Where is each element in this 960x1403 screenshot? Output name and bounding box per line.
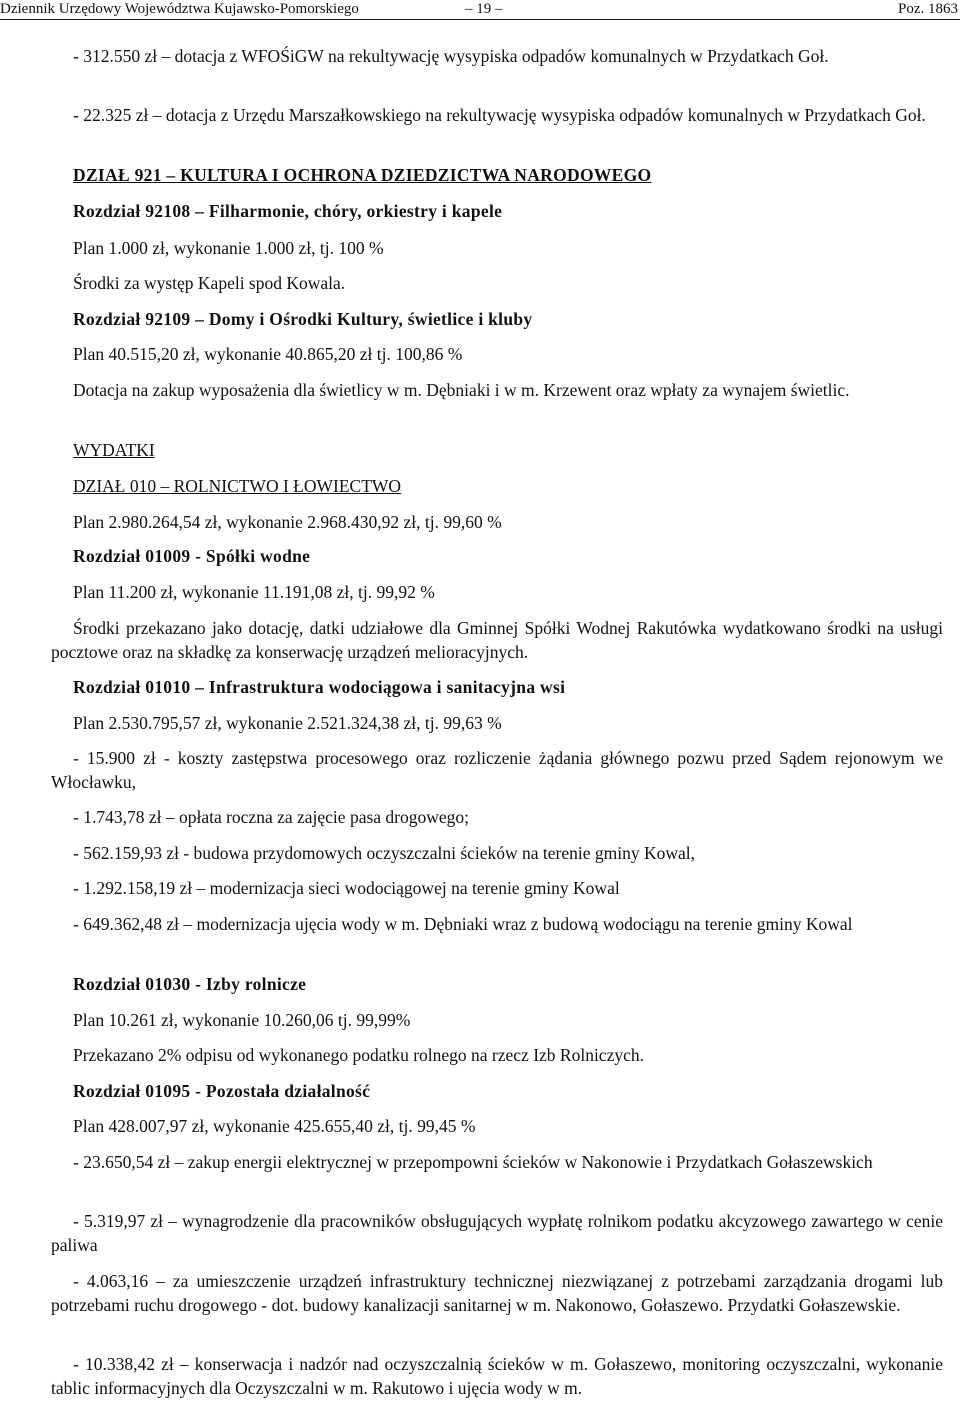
item-ujecie-wody: - 649.362,48 zł – modernizacja ujęcia wody w m. Dębniaki wraz z budową wodociągu na terenie gminy Kowal bbox=[73, 914, 853, 934]
item-energia-elektryczna: - 23.650,54 zł – zakup energii elektrycznej w przepompowni ścieków w Nakonowie i Przydatkach Gołaszewskich bbox=[73, 1152, 873, 1172]
item-wynagrodzenie: - 5.319,97 zł – wynagrodzenie dla pracowników obsługujących wypłatę rolnikom podatku akcyzowego zawartego w cenie paliwa bbox=[51, 1211, 943, 1255]
paragraph-spolka-wodna: Środki przekazano jako dotację, datki udziałowe dla Gminnej Spółki Wodnej Rakutówka wydatkowano środki na usługi pocztowe oraz na składkę za konserwację urządzeń melioracyjnych. bbox=[51, 618, 943, 662]
chapter-heading-01009: Rozdział 01009 - Spółki wodne bbox=[73, 546, 311, 566]
plan-line-92109: Plan 40.515,20 zł, wykonanie 40.865,20 zł tj. 100,86 % bbox=[73, 344, 463, 364]
paragraph-dotacja-wfosigw: - 312.550 zł – dotacja z WFOŚiGW na rekultywację wysypiska odpadów komunalnych w Przydatkach Goł. bbox=[73, 46, 829, 66]
chapter-heading-92109: Rozdział 92109 – Domy i Ośrodki Kultury, świetlice i kluby bbox=[73, 309, 533, 329]
position-number: Poz. 1863 bbox=[898, 1, 958, 17]
paragraph-swietlice: Dotacja na zakup wyposażenia dla świetlicy w m. Dębniaki i w m. Krzewent oraz wpłaty za wynajem świetlic. bbox=[73, 380, 850, 400]
plan-line-01010: Plan 2.530.795,57 zł, wykonanie 2.521.324,38 zł, tj. 99,63 % bbox=[73, 713, 502, 733]
header-rule bbox=[0, 19, 960, 20]
plan-line-92108: Plan 1.000 zł, wykonanie 1.000 zł, tj. 100 % bbox=[73, 238, 384, 258]
page-number: – 19 – bbox=[465, 1, 503, 17]
page-header bbox=[0, 0, 960, 22]
plan-line-01030: Plan 10.261 zł, wykonanie 10.260,06 tj. 99,99% bbox=[73, 1010, 411, 1030]
paragraph-izby-rolnicze: Przekazano 2% odpisu od wykonanego podatku rolnego na rzecz Izb Rolniczych. bbox=[73, 1045, 644, 1065]
item-konserwacja-oczyszczalni: - 10.338,42 zł – konserwacja i nadzór nad oczyszczalnią ścieków w m. Gołaszewo, monitoring oczyszczalni, wykonanie tablic informacyjnych dla Oczyszczalni w m. Rakutowo i ujęcia wody w m. bbox=[51, 1354, 943, 1398]
paragraph-kapela: Środki za występ Kapeli spod Kowala. bbox=[73, 273, 346, 293]
chapter-heading-01095: Rozdział 01095 - Pozostała działalność bbox=[73, 1081, 371, 1101]
section-heading-dzial-921: DZIAŁ 921 – KULTURA I OCHRONA DZIEDZICTWA NARODOWEGO bbox=[73, 165, 652, 185]
item-oczyszczalnie-przydomowe: - 562.159,93 zł - budowa przydomowych oczyszczalni ścieków na terenie gminy Kowal, bbox=[73, 843, 696, 863]
item-urzadzenia-infrastruktury: - 4.063,16 – za umieszczenie urządzeń infrastruktury technicznej niezwiązanej z potrzebami zarządzania drogami lub potrzebami ruchu drogowego - dot. budowy kanalizacji sanitarnej w m. Nakonowo, Gołaszewo. Przydatki Gołaszewskie. bbox=[51, 1271, 943, 1315]
paragraph-dotacja-urzad: - 22.325 zł – dotacja z Urzędu Marszałkowskiego na rekultywację wysypiska odpadów komunalnych w Przydatkach Goł. bbox=[73, 105, 926, 125]
chapter-heading-01030: Rozdział 01030 - Izby rolnicze bbox=[73, 974, 307, 994]
plan-line-01009: Plan 11.200 zł, wykonanie 11.191,08 zł, tj. 99,92 % bbox=[73, 582, 435, 602]
chapter-heading-01010: Rozdział 01010 – Infrastruktura wodociągowa i sanitacyjna wsi bbox=[73, 677, 566, 697]
item-pas-drogowy: - 1.743,78 zł – opłata roczna za zajęcie pasa drogowego; bbox=[73, 807, 470, 827]
journal-title: Dziennik Urzędowy Województwa Kujawsko-Pomorskiego bbox=[0, 1, 359, 17]
section-heading-dzial-010: DZIAŁ 010 – ROLNICTWO I ŁOWIECTWO bbox=[73, 476, 402, 496]
plan-line-dzial-010: Plan 2.980.264,54 zł, wykonanie 2.968.430,92 zł, tj. 99,60 % bbox=[73, 512, 502, 532]
chapter-heading-92108: Rozdział 92108 – Filharmonie, chóry, orkiestry i kapele bbox=[73, 201, 503, 221]
item-zastepstwo-procesowe: - 15.900 zł - koszty zastępstwa procesowego oraz rozliczenie żądania głównego pozwu przed Sądem rejonowym we Włocławku, bbox=[51, 748, 943, 792]
heading-wydatki: WYDATKI bbox=[73, 440, 155, 460]
item-siec-wodociagowa: - 1.292.158,19 zł – modernizacja sieci wodociągowej na terenie gminy Kowal bbox=[73, 878, 620, 898]
plan-line-01095: Plan 428.007,97 zł, wykonanie 425.655,40 zł, tj. 99,45 % bbox=[73, 1116, 476, 1136]
